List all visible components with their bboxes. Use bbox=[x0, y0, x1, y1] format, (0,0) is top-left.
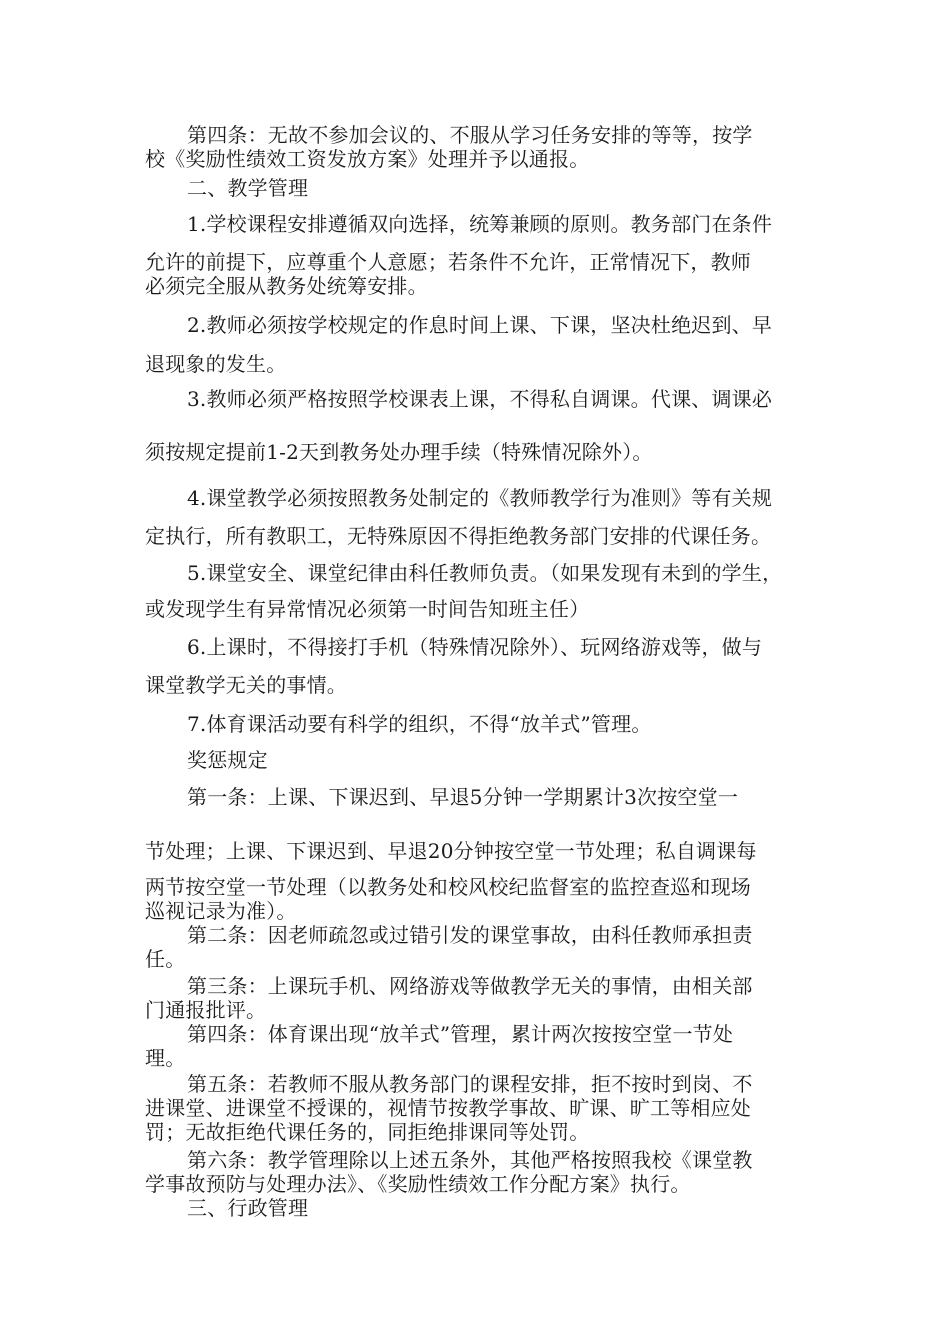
section-heading-administrative-management bbox=[145, 1196, 810, 1220]
text-line: 门通报批评。 bbox=[145, 998, 267, 1022]
text-line: 进课堂、进课堂不授课的，视情节按教学事故、旷课、旷工等相应处 bbox=[145, 1096, 751, 1120]
rule-article-1 bbox=[145, 785, 810, 923]
text-line: 7.体育课活动要有科学的组织，不得“放羊式”管理。 bbox=[187, 712, 652, 736]
text-line: 须按规定提前1-2天到教务处办理手续（特殊情况除外）。 bbox=[145, 440, 653, 464]
rule-article-2 bbox=[145, 923, 810, 971]
text-line: 退现象的发生。 bbox=[145, 352, 287, 376]
rule-article-4 bbox=[145, 1022, 810, 1070]
list-item-4 bbox=[145, 486, 810, 548]
text-line: 第三条：上课玩手机、网络游戏等做教学无关的事情，由相关部 bbox=[187, 974, 753, 998]
text-line: 第二条：因老师疏忽或过错引发的课堂事故，由科任教师承担责 bbox=[187, 923, 753, 947]
rule-article-3 bbox=[145, 974, 810, 1022]
list-item-3 bbox=[145, 387, 810, 464]
list-item-6 bbox=[145, 635, 810, 697]
text-line: 3.教师必须严格按照学校课表上课，不得私自调课。代课、调课必 bbox=[187, 387, 773, 411]
text-line: 允许的前提下，应尊重个人意愿；若条件不允许，正常情况下，教师 bbox=[145, 250, 751, 274]
paragraph-article-4-meetings bbox=[145, 123, 810, 171]
text-line: 理。 bbox=[145, 1046, 186, 1070]
text-line: 学事故预防与处理办法》、《奖励性绩效工作分配方案》执行。 bbox=[145, 1172, 691, 1196]
text-line: 奖惩规定 bbox=[187, 748, 268, 772]
text-line: 二、教学管理 bbox=[187, 176, 309, 200]
text-line: 第四条：无故不参加会议的、不服从学习任务安排的等等，按学 bbox=[187, 123, 753, 147]
text-line: 或发现学生有异常情况必须第一时间告知班主任） bbox=[145, 597, 590, 621]
text-line: 第六条：教学管理除以上述五条外，其他严格按照我校《课堂教 bbox=[187, 1148, 753, 1172]
list-item-1 bbox=[145, 212, 810, 298]
section-heading-teaching-management bbox=[145, 176, 810, 200]
text-line: 三、行政管理 bbox=[187, 1196, 309, 1220]
text-line: 第五条：若教师不服从教务部门的课程安排，拒不按时到岗、不 bbox=[187, 1072, 753, 1096]
text-line: 课堂教学无关的事情。 bbox=[145, 673, 347, 697]
text-line: 2.教师必须按学校规定的作息时间上课、下课，坚决杜绝迟到、早 bbox=[187, 313, 773, 337]
rule-article-5 bbox=[145, 1072, 810, 1144]
text-line: 必须完全服从教务处统筹安排。 bbox=[145, 274, 428, 298]
rule-article-6 bbox=[145, 1148, 810, 1196]
section-heading-rewards-penalties bbox=[145, 748, 810, 772]
text-line: 定执行，所有教职工，无特殊原因不得拒绝教务部门安排的代课任务。 bbox=[145, 524, 772, 548]
text-line: 1.学校课程安排遵循双向选择，统筹兼顾的原则。教务部门在条件 bbox=[187, 212, 773, 236]
text-line: 6.上课时，不得接打手机（特殊情况除外）、玩网络游戏等，做与 bbox=[187, 635, 763, 659]
text-line: 两节按空堂一节处理（以教务处和校风校纪监督室的监控查巡和现场 bbox=[145, 875, 751, 899]
text-line: 巡视记录为准）。 bbox=[145, 899, 297, 923]
text-line: 节处理；上课、下课迟到、早退20分钟按空堂一节处理；私自调课每 bbox=[145, 839, 757, 863]
text-line: 任。 bbox=[145, 947, 186, 971]
text-line: 第四条：体育课出现“放羊式”管理，累计两次按按空堂一节处 bbox=[187, 1022, 734, 1046]
text-line: 4.课堂教学必须按照教务处制定的《教师教学行为准则》等有关规 bbox=[187, 486, 773, 510]
list-item-5 bbox=[145, 561, 810, 621]
list-item-2 bbox=[145, 313, 810, 376]
list-item-7 bbox=[145, 712, 810, 736]
text-line: 罚；无故拒绝代课任务的，同拒绝排课同等处罚。 bbox=[145, 1120, 590, 1144]
text-line: 5.课堂安全、课堂纪律由科任教师负责。（如果发现有未到的学生， bbox=[187, 561, 783, 585]
text-line: 第一条：上课、下课迟到、早退5分钟一学期累计3次按空堂一 bbox=[187, 785, 739, 809]
text-line: 校《奖励性绩效工资发放方案》处理并予以通报。 bbox=[145, 147, 590, 171]
